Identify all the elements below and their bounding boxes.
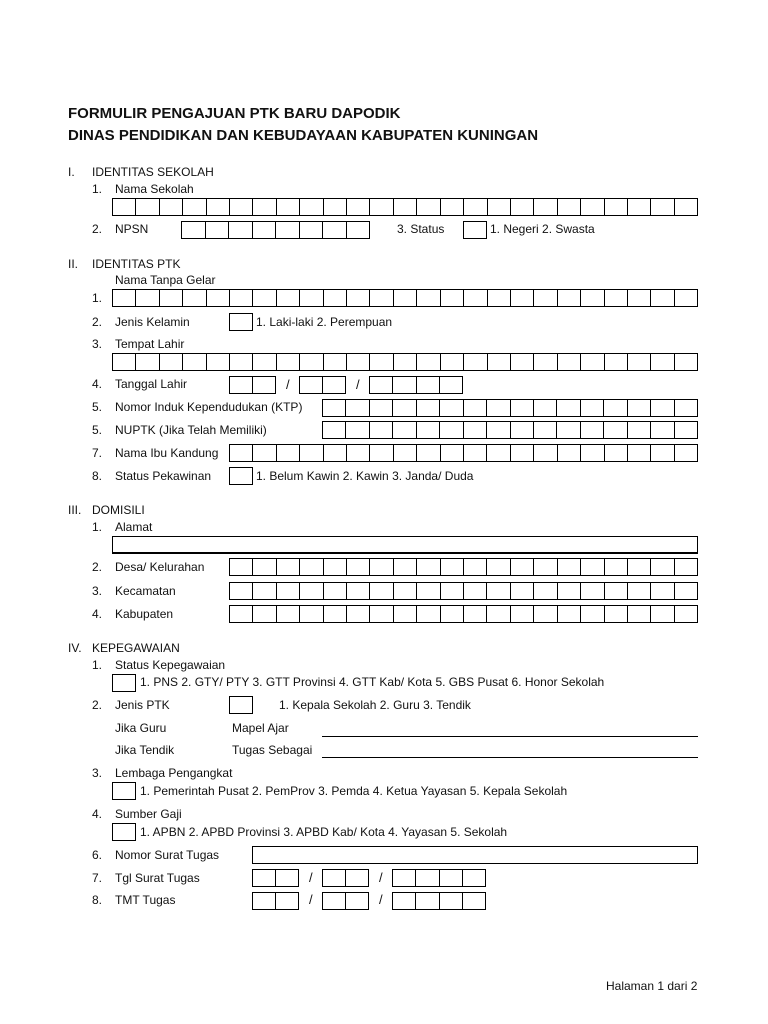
date-separator: / [309,870,313,885]
section-title: DOMISILI [92,503,145,517]
field-label: NUPTK (Jika Telah Memiliki) [115,423,267,437]
form-title: FORMULIR PENGAJUAN PTK BARU DAPODIK [68,105,401,122]
field-number: 7. [92,446,103,460]
field-number: 6. [92,848,103,862]
date-separator: / [379,870,383,885]
field-label: Nomor Induk Kependudukan (KTP) [115,400,303,414]
section-number: I. [68,165,75,179]
sumber-gaji-box[interactable] [112,823,136,841]
status-box[interactable] [463,221,487,239]
nuptk-boxes[interactable] [322,421,698,439]
field-number: 2. [92,698,103,712]
field-number: 5. [92,400,103,414]
field-number: 3. [92,766,103,780]
tmt-year[interactable] [392,892,486,910]
field-number: 8. [92,893,103,907]
tempat-lahir-boxes[interactable] [112,353,698,371]
section-title: IDENTITAS PTK [92,257,181,271]
field-number: 7. [92,871,103,885]
field-label: Jenis PTK [115,698,170,712]
field-number: 2. [92,560,103,574]
tanggal-lahir-day[interactable] [229,376,276,394]
field-label: Status Kepegawaian [115,658,226,672]
form-subtitle: DINAS PENDIDIKAN DAN KEBUDAYAAN KABUPATEN KUNINGAN [68,127,539,144]
field-number: 5. [92,423,103,437]
status-kawin-options: 1. Belum Kawin 2. Kawin 3. Janda/ Duda [256,469,474,483]
tgl-surat-month[interactable] [322,869,369,887]
tmt-month[interactable] [322,892,369,910]
page-number: Halaman 1 dari 2 [606,979,698,993]
section-number: II. [68,257,79,271]
tugas-sebagai-line[interactable] [322,757,698,758]
status-kawin-box[interactable] [229,467,253,485]
nomor-surat-field[interactable] [252,846,698,864]
field-label: Tempat Lahir [115,337,185,351]
field-number: 1. [92,182,103,196]
nama-ptk-boxes[interactable] [112,289,698,307]
field-label: Nama Ibu Kandung [115,446,219,460]
date-separator: / [286,377,290,392]
field-label: TMT Tugas [115,893,176,907]
status-kepegawaian-options: 1. PNS 2. GTY/ PTY 3. GTT Provinsi 4. GTT Kab/ Kota 5. GBS Pusat 6. Honor Sekolah [140,675,605,689]
field-label: Desa/ Kelurahan [115,560,205,574]
field-label: Kabupaten [115,607,174,621]
field-label: Status Pekawinan [115,469,212,483]
field-number: 4. [92,377,103,391]
field-label: Sumber Gaji [115,807,182,821]
field-label: Lembaga Pengangkat [115,766,233,780]
section-number: III. [68,503,82,517]
npsn-boxes[interactable] [181,221,370,239]
field-number: 1. [92,291,103,305]
date-separator: / [379,892,383,907]
field-label: Jenis Kelamin [115,315,190,329]
lembaga-box[interactable] [112,782,136,800]
lembaga-options: 1. Pemerintah Pusat 2. PemProv 3. Pemda 4. Ketua Yayasan 5. Kepala Sekolah [140,784,568,798]
tanggal-lahir-year[interactable] [369,376,463,394]
field-label: Kecamatan [115,584,176,598]
jenis-kelamin-options: 1. Laki-laki 2. Perempuan [256,315,393,329]
nik-boxes[interactable] [322,399,698,417]
kecamatan-boxes[interactable] [229,582,698,600]
tmt-day[interactable] [252,892,299,910]
mapel-ajar-label: Mapel Ajar [232,721,289,735]
field-number: 4. [92,607,103,621]
jenis-ptk-options: 1. Kepala Sekolah 2. Guru 3. Tendik [279,698,471,712]
field-label: Nama Sekolah [115,182,194,196]
status-kepegawaian-box[interactable] [112,674,136,692]
field-number: 3. [92,584,103,598]
field-number: 2. [92,315,103,329]
field-label: Tanggal Lahir [115,377,188,391]
date-separator: / [356,377,360,392]
jika-tendik-label: Jika Tendik [115,743,175,757]
jenis-ptk-box[interactable] [229,696,253,714]
section-title: KEPEGAWAIAN [92,641,180,655]
status-label: 3. Status [397,222,445,236]
field-number: 1. [92,520,103,534]
field-number: 1. [92,658,103,672]
status-options: 1. Negeri 2. Swasta [490,222,595,236]
field-number: 3. [92,337,103,351]
date-separator: / [309,892,313,907]
field-label: Nomor Surat Tugas [115,848,220,862]
jika-guru-label: Jika Guru [115,721,167,735]
field-number: 2. [92,222,103,236]
nama-sekolah-boxes[interactable] [112,198,698,216]
field-label: NPSN [115,222,149,236]
mapel-ajar-line[interactable] [322,736,698,737]
section-number: IV. [68,641,82,655]
field-number: 8. [92,469,103,483]
alamat-field[interactable] [112,536,698,554]
tgl-surat-year[interactable] [392,869,486,887]
field-number: 4. [92,807,103,821]
nama-ibu-boxes[interactable] [229,444,698,462]
field-label: Alamat [115,520,153,534]
tugas-sebagai-label: Tugas Sebagai [232,743,313,757]
tanggal-lahir-month[interactable] [299,376,346,394]
field-label: Tgl Surat Tugas [115,871,200,885]
jenis-kelamin-box[interactable] [229,313,253,331]
kabupaten-boxes[interactable] [229,605,698,623]
desa-boxes[interactable] [229,558,698,576]
section-title: IDENTITAS SEKOLAH [92,165,214,179]
tgl-surat-day[interactable] [252,869,299,887]
field-label: Nama Tanpa Gelar [115,273,216,287]
sumber-gaji-options: 1. APBN 2. APBD Provinsi 3. APBD Kab/ Kota 4. Yayasan 5. Sekolah [140,825,508,839]
